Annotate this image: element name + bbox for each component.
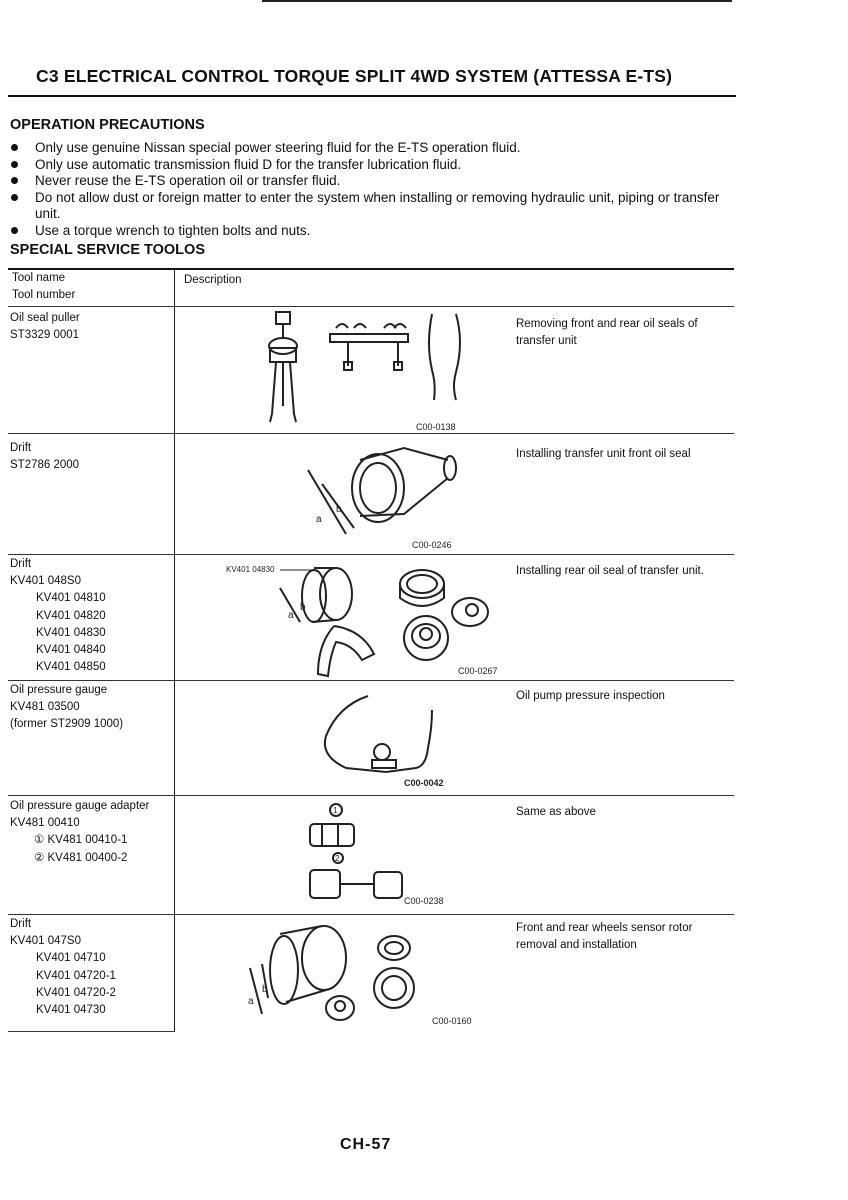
- sub-tool-number: KV401 04720-2: [36, 986, 116, 999]
- sub-tool-number: KV401 04720-1: [36, 969, 116, 982]
- tool-number: KV481 03500: [10, 701, 80, 714]
- header-tool-number: Tool number: [12, 289, 76, 301]
- tool-name: Drift: [10, 558, 32, 570]
- title-underline: [8, 95, 736, 97]
- tool-name: Oil pressure gauge: [10, 684, 108, 696]
- table-row: [10, 440, 79, 474]
- bullet-icon: [11, 161, 18, 168]
- sub-tool-number: KV401 04840: [36, 644, 106, 657]
- figure-code: C00-0238: [404, 896, 444, 906]
- sub-tool-number: KV401 04850: [36, 661, 106, 674]
- tool-note: (former ST2909 1000): [10, 718, 124, 731]
- precautions-list: [10, 140, 740, 239]
- precaution-item: Use a torque wrench to tighten bolts and nuts.: [10, 223, 740, 240]
- table-top-rule: [8, 268, 734, 270]
- bullet-icon: [11, 194, 18, 201]
- svg-text:b: b: [262, 984, 268, 995]
- figure-code: C00-0160: [432, 1016, 472, 1026]
- table-row: [10, 310, 80, 344]
- table-row: [10, 556, 106, 676]
- tool-name: Drift: [10, 442, 32, 454]
- svg-text:b: b: [300, 602, 306, 613]
- row-divider: [8, 914, 734, 915]
- tool-name: Oil pressure gauge adapter: [10, 800, 150, 812]
- tool-description: Removing front and rear oil seals of transfer unit: [516, 318, 698, 347]
- tool-description: Front and rear wheels sensor rotor removal and installation: [516, 922, 693, 951]
- oil-seal-puller-figure: [266, 306, 506, 439]
- drift-set-figure: [224, 558, 504, 685]
- row-divider: [8, 795, 734, 796]
- row-divider: [8, 680, 734, 681]
- svg-text:2: 2: [335, 854, 340, 863]
- figure-code: C00-0246: [412, 540, 452, 550]
- tool-name: Oil seal puller: [10, 312, 80, 324]
- row-divider: [8, 433, 734, 434]
- sub-tool-number: KV401 04830: [36, 626, 106, 639]
- svg-text:1: 1: [333, 806, 338, 815]
- gauge-adapter-figure: [298, 800, 448, 917]
- figure-code: C00-0042: [404, 778, 444, 788]
- tool-number: ST3329 0001: [10, 329, 80, 342]
- bullet-icon: [11, 144, 18, 151]
- precaution-item: Never reuse the E-TS operation oil or transfer fluid.: [10, 173, 740, 190]
- tool-number: KV481 00410: [10, 817, 80, 830]
- header-tool-name: Tool name: [12, 272, 66, 284]
- tool-description: Same as above: [516, 806, 596, 818]
- precautions-heading: OPERATION PRECAUTIONS: [10, 117, 205, 133]
- sub-tool-number: ② KV481 00400-2: [34, 851, 128, 864]
- tool-description: Installing transfer unit front oil seal: [516, 448, 691, 460]
- svg-text:a: a: [288, 610, 294, 621]
- svg-text:a: a: [316, 514, 322, 525]
- svg-text:b: b: [336, 504, 342, 515]
- tool-description: Oil pump pressure inspection: [516, 690, 665, 702]
- tool-name: Drift: [10, 918, 32, 930]
- table-column-divider: [174, 268, 175, 1032]
- sub-tool-number: KV401 04810: [36, 592, 106, 605]
- sub-tool-number: KV401 04820: [36, 609, 106, 622]
- sub-tool-number: KV401 04730: [36, 1004, 106, 1017]
- figure-code: C00-0138: [416, 422, 456, 432]
- sub-tool-number: KV401 04710: [36, 952, 106, 965]
- page-number: CH-57: [340, 1136, 392, 1153]
- top-edge-rule: [262, 0, 732, 2]
- precaution-item: Only use automatic transmission fluid D for the transfer lubrication fluid.: [10, 157, 740, 174]
- table-bottom-rule: [8, 1031, 175, 1032]
- page-title: C3 ELECTRICAL CONTROL TORQUE SPLIT 4WD SYSTEM (ATTESSA E-TS): [36, 66, 673, 86]
- tool-number: KV401 047S0: [10, 935, 81, 948]
- table-row: [10, 682, 123, 734]
- sub-tool-number: ① KV481 00410-1: [34, 834, 128, 847]
- table-row: [10, 916, 116, 1019]
- figure-part-label: KV401 04830: [226, 565, 275, 574]
- header-description: Description: [184, 274, 242, 286]
- drift-figure: [300, 438, 480, 559]
- table-row: [10, 798, 149, 867]
- precaution-item: Only use genuine Nissan special power steering fluid for the E-TS operation fluid.: [10, 140, 740, 157]
- tool-number: ST2786 2000: [10, 459, 80, 472]
- figure-code: C00-0267: [458, 666, 498, 676]
- bullet-icon: [11, 227, 18, 234]
- bullet-icon: [11, 177, 18, 184]
- oil-pressure-gauge-figure: [312, 686, 452, 799]
- sensor-rotor-drift-figure: [236, 918, 476, 1035]
- row-divider: [8, 554, 734, 555]
- tools-heading: SPECIAL SERVICE TOOLOS: [10, 242, 205, 258]
- svg-text:a: a: [248, 996, 254, 1007]
- precaution-item: Do not allow dust or foreign matter to enter the system when installing or removing hydraulic unit, piping or transfer unit.: [10, 190, 740, 223]
- tool-description: Installing rear oil seal of transfer unit.: [516, 565, 704, 577]
- tool-number: KV401 048S0: [10, 575, 81, 588]
